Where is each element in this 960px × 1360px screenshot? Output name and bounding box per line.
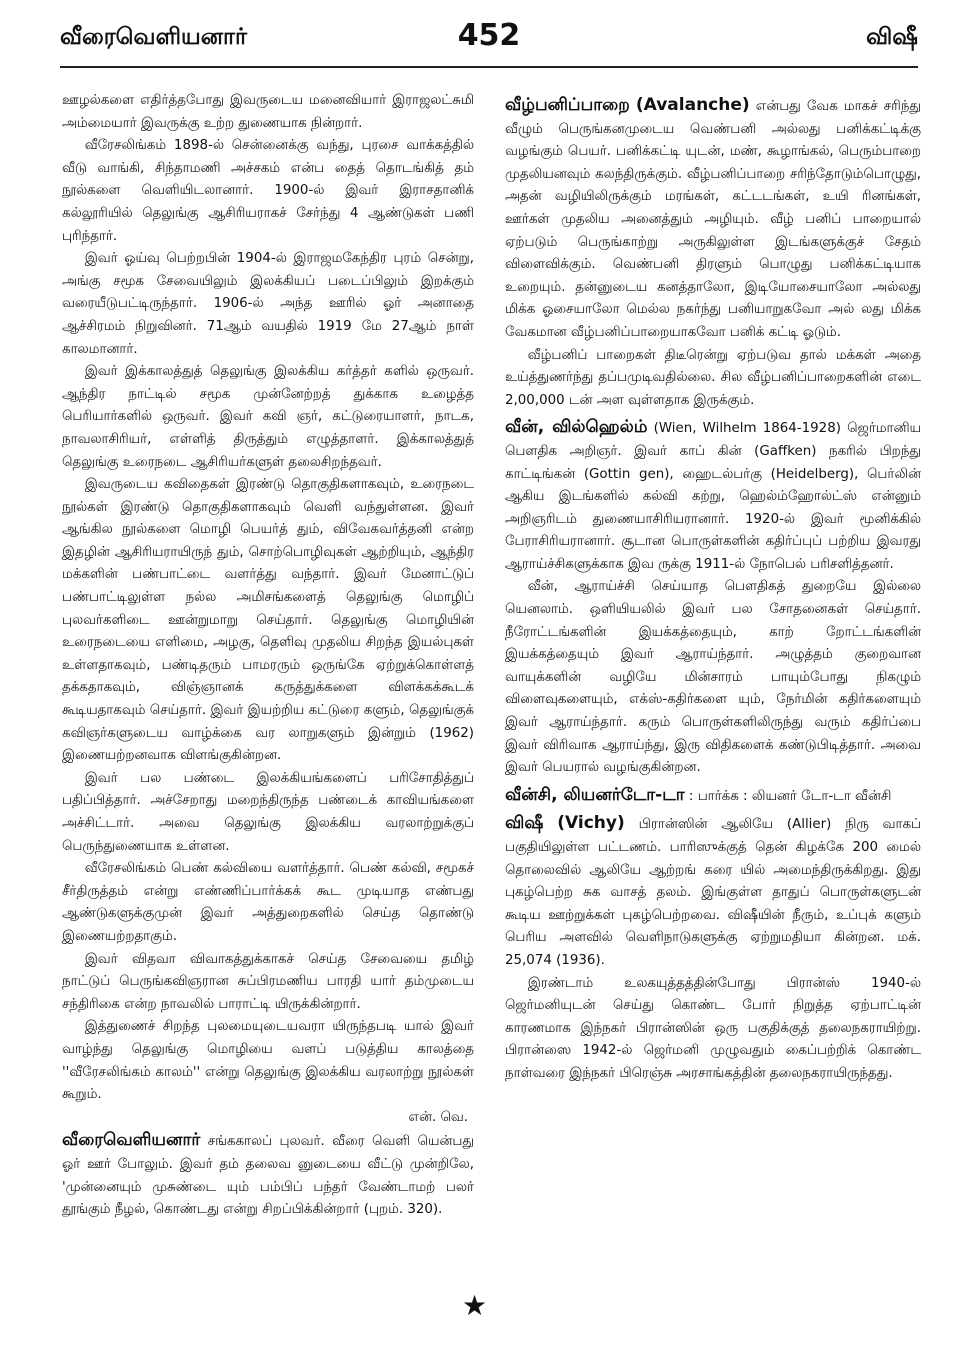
left-column — [62, 90, 474, 1222]
entry-avalanche — [505, 94, 921, 345]
entry-body: என்பது வேக மாகச் சரிந்து வீழும் பெருங்கனமுடைய வெண்பனி அல்லது பனிக்கட்டிக்கு வழங்கும் பெயர். பனிக்கட்டி யுடன், மண், கூழாங்கல், பெரும்பாறை முதலியனவும் கலந்திருக்கும். வீழ்பனிப்பாறை சரிந்தோடும்பொழுது, அதன் வழியிலிருக்கும் மரங்கள், கட்டடங்கள், உயி ரினங்கள், ஊர்கள் முதலிய அனைத்தும் அழியும். வீழ் பனிப் பாறையால் ஏற்படும் பெருங்காற்று அருகிலுள்ள இடங்களுக்குச் சேதம் விளைவிக்கும். வெண்பனி திரளும் பொழுது பனிக்கட்டியாக உறையும். தன்னுடைய கனத்தாலோ, இடியோசையாலோ அல்லது மிக்க ஓசையாலோ மெல்ல நகர்ந்து பனியாறுகவோ அல் லது மிக்க வேகமான வீழ்பனிப்பாறையாகவோ பனிக் கட்டி ஓடும். — [505, 99, 921, 340]
entry-vinci-crossref — [505, 784, 921, 809]
entry-headword: வீரைவெளியனார் — [62, 1130, 201, 1151]
header-rule — [60, 66, 918, 68]
paragraph: வீரேசலிங்கம் 1898-ல் சென்னைக்கு வந்து, புரசை வாக்கத்தில் வீடு வாங்கி, சிந்தாமணி அச்சகம் என்ப தைத் தொடங்கித் தம் நூல்களை வெளியிடலானார். 1900-ல் இவர் இராசதானிக் கல்லூரியில் தெலுங்கு ஆசிரியராகச் சேர்ந்து 4 ஆண்டுகள் பணி புரிந்தார். — [62, 138, 474, 244]
entry-wien-wilhelm — [505, 416, 921, 576]
entry-headword: வீழ்பனிப்பாறை — [505, 95, 630, 115]
entry-veeraiveliyanar — [62, 1129, 474, 1221]
entry-latin-name: (Wien, Wilhelm 1864-1928) — [653, 421, 841, 437]
author-signature: என். வெ. — [408, 1109, 468, 1125]
entry-headword: விஷீ — [505, 813, 544, 834]
right-column — [505, 90, 921, 1086]
entry-body: பிரான்ஸின் ஆலியே (Allier) நிரு வாகப் பகுதியிலுள்ள பட்டணம். பாரிஸுக்குத் தென் கிழக்கே 200 மைல் தொலைவில் ஆலியே ஆற்றங் கரை யில் அமைந்திருக்கிறது. இது புகழ்பெற்ற சுக வாசத் தலம். இங்குள்ள தாதுப் பொருள்களுடன் கூடிய ஊற்றுக்கள் புகழ்பெற்றவை. விஷீயின் நீரும், உப்புக் களும் பெரிய அளவில் வெளிநாடுகளுக்கு ஏற்றுமதியா கின்றன. மக். 25,074 (1936). — [505, 817, 921, 968]
star-icon: ★ — [462, 1289, 488, 1322]
entry-headword: வீன்சி, லியனர்டோ-டா — [505, 784, 685, 805]
running-head-left: வீரைவெளியனார் — [60, 24, 248, 50]
paragraph: வீன், ஆராய்ச்சி செய்யாத பௌதிகத் துறையே இல்லை யெனலாம். ஒளியியலில் இவர் பல சோதனைகள் செய்தார். நீரோட்டங்களின் இயக்கத்தையும், காற் றோட்டங்களின் இயக்கத்தையும் இவர் ஆராய்ந்தார். அழுத்தம் குறைவான வாயுக்களின் வழியே மின்சாரம் பாயும்போது நிகழும் விளைவுகளையும், எக்ஸ்-கதிர்களை யும், நேர்மின் கதிர்களையும் இவர் ஆராய்ந்தார். கரும் பொருள்களிலிருந்து வரும் கதிர்ப்பை இவர் விரிவாக ஆராய்ந்து, இரு விதிகளைக் கண்டுபிடித்தார். அவை இவர் பெயரால் வழங்குகின்றன. — [505, 579, 921, 776]
page-header — [60, 18, 918, 62]
entry-vichy — [505, 812, 921, 972]
entry-latin-name: (Avalanche) — [635, 95, 750, 115]
entry-latin-name: (Vichy) — [557, 813, 625, 834]
entry-body: ஜெர்மானிய பௌதிக அறிஞர். இவர் காப் கின் (Gaffken) நகரில் பிறந்து காட்டிங்கன் (Gottin gen), ஹைடல்பர்கு (Heidelberg), பெர்லின் ஆகிய இடங்களில் கல்வி கற்று, ஹெல்ம்ஹோல்ட்ஸ் என்னும் அறிஞரிடம் துணையாசிரியரானார். 1920-ல் இவர் மூனிக்கில் பேராசிரியரானார். சூடான பொருள்களின் கதிர்ப்புப் பற்றிய இவரது ஆராய்ச்சிகளுக்காக இவ ருக்கு 1911-ல் நோபெல் பரிசளித்தனர். — [505, 421, 921, 572]
paragraph: இரண்டாம் உலகயுத்தத்தின்போது பிரான்ஸ் 1940-ல் ஜெர்மனியுடன் செய்து கொண்ட போர் நிறுத்த ஏற்பாட்டின் காரணமாக இந்நகர் பிரான்ஸின் ஒரு பகுதிக்குத் தலைநகராயிற்று. பிரான்ஸை 1942-ல் ஜெர்மனி முழுவதும் கைப்பற்றிக் கொண்ட நாள்வரை இந்நகர் பிரெஞ்சு அரசாங்கத்தின் தலைநகராயிருந்தது. — [505, 975, 921, 1081]
entry-body: : பார்க்க : லியனர் டோ-டா வீன்சி — [688, 788, 892, 804]
paragraph: ஊழல்களை எதிர்த்தபோது இவருடைய மனைவியார் இராஜலட்சுமி அம்மையார் இவருக்கு உற்ற துணையாக நின்றார். — [62, 93, 474, 131]
running-head-right: விஷீ — [866, 24, 918, 50]
page-number: 452 — [457, 18, 521, 53]
paragraph: இவருடைய கவிதைகள் இரண்டு தொகுதிகளாகவும், உரைநடை நூல்கள் இரண்டு தொகுதிகளாகவும் வெளி வந்துள்ளன. இவர் ஆங்கில நூல்களை மொழி பெயர்த் தும், விவேகவர்த்தனி என்ற இதழின் ஆசிரியராயிருந் தும், சொற்பொழிவுகள் ஆற்றியும், ஆந்திர மக்களின் பண்பாட்டை வளர்த்து வந்தார். இவர் மேனாட்டுப் பண்பாட்டிலுள்ள நல்ல அமிசங்களைத் தெலுங்கு மொழிப் புலவர்களிடை ஊன்றுமாறு செய்தார். தெலுங்கு மொழியின் உரைநடையை எளிமை, அழகு, தெளிவு முதலிய சிறந்த இயல்புகள் உள்ளதாகவும், பண்டிதரும் பாமரரும் ஒருங்கே ஏற்றுக்கொள்ளத் தக்கதாகவும், விஞ்ஞானக் கருத்துக்களை விளக்கக்கூடக் கூடியதாகவும் செய்தார். இவர் இயற்றிய கட்டுரை களும், தெலுங்குக் கவிஞர்களுடைய வாழ்க்கை வர லாறுகளும் இன்றும் (1962) இணையற்றனவாக விளங்குகின்றன. — [62, 477, 474, 764]
paragraph: இவர் இக்காலத்துத் தெலுங்கு இலக்கிய கர்த்தர் களில் ஒருவர். ஆந்திர நாட்டில் சமூக முன்னேற்றத் துக்காக உழைத்த பெரியார்களில் ஒருவர். இவர் கவி ஞர், கட்டுரையாளர், நாடக, நாவலாசிரியர், எள்ளித் திருத்தும் எழுத்தாளர். இக்காலத்துத் தெலுங்கு உரைநடை ஆசிரியர்களுள் தலைசிறந்தவர். — [62, 364, 474, 470]
entry-body: சங்ககாலப் புலவர். வீரை வெளி யென்பது ஓர் ஊர் போலும். இவர் தம் தலைவ னுடையை வீட்டு முன்றிலே, 'முன்னையும் முசுண்டை யும் பம்பிப் பந்தர் வேண்டாமற் பலர் தூங்கும் நீழல், கொண்டது என்று சிறப்பிக்கின்றார் (புறம். 320). — [62, 1134, 474, 1218]
paragraph: இவர் பல பண்டை இலக்கியங்களைப் பரிசோதித்துப் பதிப்பித்தார். அச்சேறாது மறைந்திருந்த பண்டைக் காவியங்களை அச்சிட்டார். அவை தெலுங்கு இலக்கிய வரலாற்றுக்குப் பெருந்துணையாக உள்ளன. — [62, 770, 474, 854]
paragraph: வீழ்பனிப் பாறைகள் திடீரென்று ஏற்படுவ தால் மக்கள் அதை உய்த்துணர்ந்து தப்பமுடிவதில்லை. சில வீழ்பனிப்பாறைகளின் எடை 2,00,000 டன் அள வுள்ளதாக இருக்கும். — [505, 347, 921, 408]
paragraph: இவர் ஓய்வு பெற்றபின் 1904-ல் இராஜமகேந்திர புரம் சென்று, அங்கு சமூக சேவையிலும் இலக்கியப் படைப்பிலும் இறக்கும் வரையீடுபட்டிருந்தார். 1906-ல் அந்த ஊரில் ஓர் அனாதை ஆச்சிரமம் நிறுவினர். 71ஆம் வயதில் 1919 மே 27ஆம் நாள் காலமானார். — [62, 251, 474, 357]
paragraph: இத்துணைச் சிறந்த புலமையுடையவரா யிருந்தபடி யால் இவர் வாழ்ந்து தெலுங்கு மொழியை வளப் படுத்திய காலத்தை ''வீரேசலிங்கம் காலம்'' என்று தெலுங்கு இலக்கிய வரலாற்று நூல்கள் கூறும். — [62, 1019, 474, 1103]
paragraph: வீரேசலிங்கம் பெண் கல்வியை வளர்த்தார். பெண் கல்வி, சமூகச் சீர்திருத்தம் என்று எண்ணிப்பார்க்கக் கூட முடியாத எண்பது ஆண்டுகளுக்குமுன் இவர் அத்துறைகளில் செய்த தொண்டு இணையற்றதாகும். — [62, 861, 474, 944]
paragraph: இவர் விதவா விவாகத்துக்காகச் செய்த சேவையை தமிழ் நாட்டுப் பெருங்கவிஞரான சுப்பிரமணிய பாரதி யார் தம்முடைய சந்திரிகை என்ற நாவலில் பாராட்டி யிருக்கின்றார். — [62, 951, 474, 1012]
entry-headword: வீன், வில்ஹெல்ம் — [505, 417, 648, 438]
